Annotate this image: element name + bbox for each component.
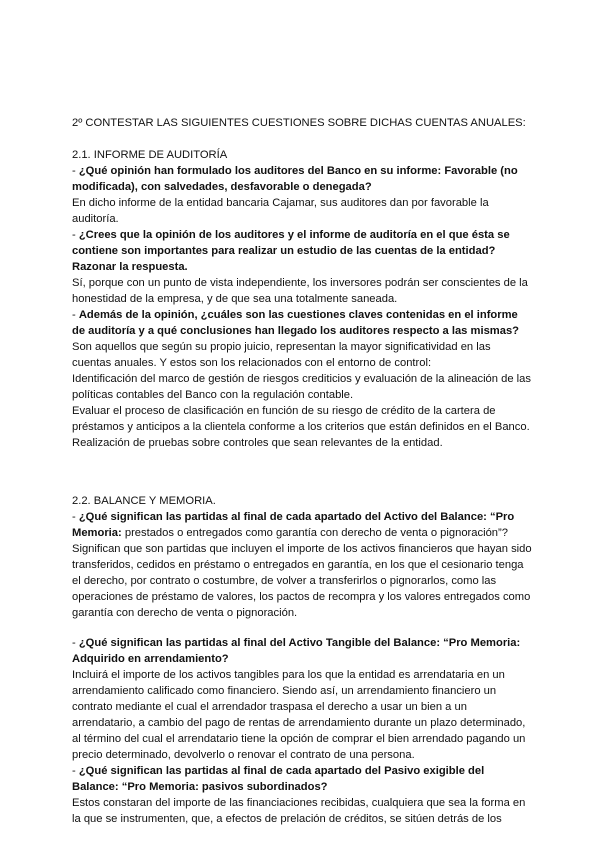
answer-audit-opinion: En dicho informe de la entidad bancaria Cajamar, sus auditores dan por favorable la auditoría. [72, 197, 489, 225]
question-text: ¿Qué significan las partidas al final de cada apartado del Activo del Balance: “Pro Memoria: [72, 511, 515, 539]
document-body [72, 115, 532, 827]
question-prefix: - [72, 765, 79, 777]
question-prefix: - [72, 165, 79, 177]
question-audit-opinion [72, 163, 532, 195]
section-title-audit-report: 2.1. INFORME DE AUDITORÍA [72, 149, 228, 161]
answer-key-matters-paragraph: Realización de pruebas sobre controles que sean relevantes de la entidad. [72, 437, 443, 449]
answer-key-matters-paragraph: Son aquellos que según su propio juicio, representan la mayor significatividad en las cuentas anuales. Y estos son los relacionados con el entorno de control: [72, 341, 491, 369]
question-prefix: - [72, 309, 79, 321]
question-prefix: - [72, 511, 79, 523]
question-text: ¿Crees que la opinión de los auditores y el informe de auditoría en el que ésta se contiene son importantes para realizar un estudio de las cuentas de la entidad? Razonar la respuesta. [72, 229, 510, 273]
section-spacer [72, 451, 532, 493]
question-text: Además de la opinión, ¿cuáles son las cuestiones claves contenidas en el informe de auditoría y a qué conclusiones han llegado los auditores respecto a las mismas? [72, 309, 520, 337]
question-text: ¿Qué significan las partidas al final del Activo Tangible del Balance: “Pro Memoria: Adquirido en arrendamiento? [72, 637, 521, 665]
answer-subordinated-liabilities: Estos constaran del importe de las financiaciones recibidas, cualquiera que sea la forma en la que se instrumenten, que, a efectos de prelación de créditos, se sitúen detrás de los [72, 797, 526, 825]
question-tangible-leased [72, 635, 532, 667]
question-key-matters [72, 307, 532, 339]
question-text: ¿Qué opinión han formulado los auditores del Banco en su informe: Favorable (no modificada), con salvedades, desfavorable o denegada? [72, 165, 518, 193]
answer-tangible-leased: Incluirá el importe de los activos tangibles para los que la entidad es arrendataria en un arrendamiento calificado como financiero. Siendo así, un arrendamiento financiero un contrato mediante el cual el arrendador traspasa el derecho a usar un bien a un arrendatario, a cambio del pago de rentas de arrendamiento durante un plazo determinado, al término del cual el arrendatario tiene la opción de comprar el bien arrendado pagando un precio determinado, devolverlo o renovar el contrato de una persona. [72, 669, 526, 761]
section-title-balance-memory: 2.2. BALANCE Y MEMORIA. [72, 495, 216, 507]
answer-asset-memo-items: Significan que son partidas que incluyen el importe de los activos financieros que hayan sido transferidos, cedidos en préstamo o entregados en garantía, en los que el cesionario tenga el derecho, por contrato o costumbre, de volver a transferirlos o pignorarlos, como las operaciones de préstamo de valores, los pactos de recompra y los valores entregados como garantía con derecho de venta o pignoración. [72, 543, 532, 619]
answer-key-matters-paragraph: Identificación del marco de gestión de riesgos crediticios y evaluación de la alineación de las políticas contables del Banco con la regulación contable. [72, 373, 531, 401]
question-opinion-importance [72, 227, 532, 275]
paragraph-spacer [72, 621, 532, 635]
question-text-rest: prestados o entregados como garantía con derecho de venta o pignoración”? [121, 527, 508, 539]
answer-opinion-importance: Sí, porque con un punto de vista independiente, los inversores podrán ser conscientes de la honestidad de la empresa, y de que sea una totalmente saneada. [72, 277, 528, 305]
question-prefix: - [72, 637, 79, 649]
question-text: ¿Qué significan las partidas al final de cada apartado del Pasivo exigible del Balance: “Pro Memoria: pasivos subordinados? [72, 765, 485, 793]
page-heading: 2º CONTESTAR LAS SIGUIENTES CUESTIONES SOBRE DICHAS CUENTAS ANUALES: [72, 117, 526, 129]
answer-key-matters-paragraph: Evaluar el proceso de clasificación en función de su riesgo de crédito de la cartera de préstamos y anticipos a la clientela conforme a los criterios que están definidos en el Banco. [72, 405, 530, 433]
question-asset-memo-items [72, 509, 532, 541]
question-subordinated-liabilities [72, 763, 532, 795]
question-prefix: - [72, 229, 79, 241]
